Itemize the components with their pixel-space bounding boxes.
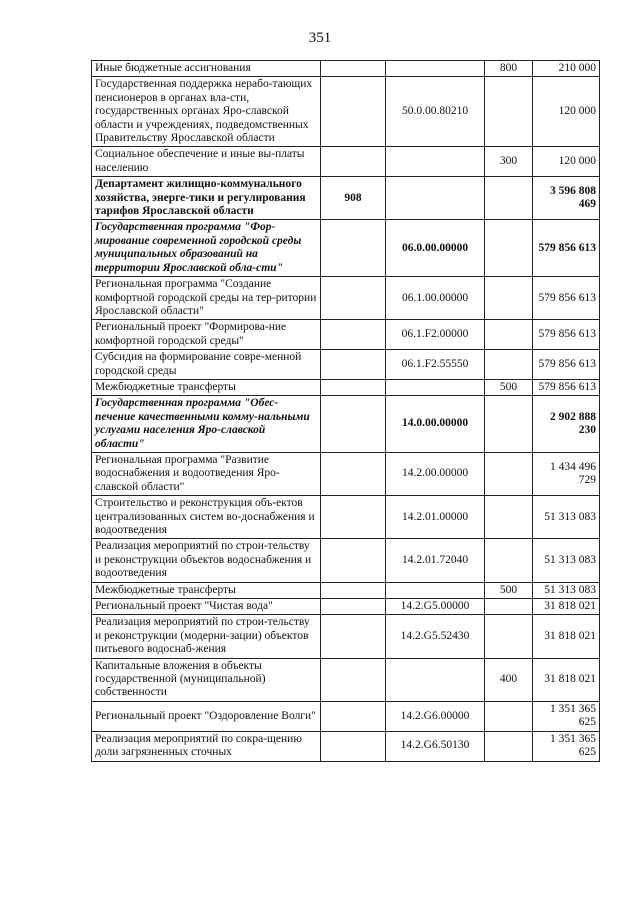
row-expense-type <box>485 731 533 761</box>
row-expense-type <box>485 599 533 615</box>
table-row <box>92 147 600 177</box>
row-code: 14.2.G5.00000 <box>386 599 485 615</box>
row-dept <box>321 701 386 731</box>
row-dept <box>321 277 386 320</box>
row-sum: 120 000 <box>533 147 600 177</box>
row-dept <box>321 77 386 147</box>
table-row <box>92 496 600 539</box>
row-sum: 31 818 021 <box>533 658 600 701</box>
table-row <box>92 615 600 658</box>
row-code: 06.0.00.00000 <box>386 220 485 277</box>
table-row <box>92 731 600 761</box>
table-row <box>92 379 600 395</box>
row-dept <box>321 731 386 761</box>
row-dept <box>321 379 386 395</box>
row-sum: 579 856 613 <box>533 220 600 277</box>
row-expense-type: 400 <box>485 658 533 701</box>
row-sum: 31 818 021 <box>533 615 600 658</box>
row-name: Государственная программа "Обес-печение качественными комму-нальными услугами населения Яро-славской области" <box>92 396 321 453</box>
row-expense-type: 300 <box>485 147 533 177</box>
row-dept <box>321 220 386 277</box>
row-expense-type <box>485 539 533 582</box>
row-sum: 579 856 613 <box>533 320 600 350</box>
page-number: 351 <box>308 30 332 46</box>
row-name: Региональная программа "Развитие водоснабжения и водоотведения Яро-славской области" <box>92 452 321 495</box>
row-code <box>386 379 485 395</box>
row-name: Реализация мероприятий по строи-тельству и реконструкции объектов водоснабжения и водоотведения <box>92 539 321 582</box>
row-name: Региональная программа "Создание комфортной городской среды на тер-ритории Ярославской области" <box>92 277 321 320</box>
row-code <box>386 147 485 177</box>
row-dept <box>321 61 386 77</box>
row-code: 14.0.00.00000 <box>386 396 485 453</box>
row-expense-type <box>485 350 533 380</box>
row-expense-type <box>485 615 533 658</box>
table-row <box>92 582 600 598</box>
row-sum: 51 313 083 <box>533 582 600 598</box>
row-sum: 579 856 613 <box>533 350 600 380</box>
row-expense-type <box>485 701 533 731</box>
row-name: Межбюджетные трансферты <box>92 379 321 395</box>
row-name: Иные бюджетные ассигнования <box>92 61 321 77</box>
row-expense-type: 800 <box>485 61 533 77</box>
row-dept <box>321 147 386 177</box>
row-dept <box>321 350 386 380</box>
row-name: Реализация мероприятий по сокра-щению доли загрязненных сточных <box>92 731 321 761</box>
row-code: 14.2.G5.52430 <box>386 615 485 658</box>
table-row <box>92 452 600 495</box>
row-dept <box>321 396 386 453</box>
row-code: 14.2.G6.00000 <box>386 701 485 731</box>
row-dept <box>321 452 386 495</box>
row-code: 06.1.F2.55550 <box>386 350 485 380</box>
row-name: Государственная поддержка нерабо-тающих пенсионеров в органах вла-сти, государственных органах Яро-славской области и учреждениях, подведомственных Правительству Ярославской области <box>92 77 321 147</box>
table-row <box>92 658 600 701</box>
row-expense-type <box>485 77 533 147</box>
row-sum: 3 596 808 469 <box>533 177 600 220</box>
row-expense-type <box>485 452 533 495</box>
row-sum: 51 313 083 <box>533 539 600 582</box>
row-expense-type <box>485 177 533 220</box>
row-expense-type <box>485 277 533 320</box>
row-code: 50.0.00.80210 <box>386 77 485 147</box>
row-sum: 210 000 <box>533 61 600 77</box>
row-sum: 2 902 888 230 <box>533 396 600 453</box>
row-dept <box>321 599 386 615</box>
row-sum: 1 351 365 625 <box>533 731 600 761</box>
table-row <box>92 701 600 731</box>
row-name: Региональный проект "Чистая вода" <box>92 599 321 615</box>
row-name: Субсидия на формирование совре-менной городской среды <box>92 350 321 380</box>
row-sum: 51 313 083 <box>533 496 600 539</box>
row-name: Капитальные вложения в объекты государственной (муниципальной) собственности <box>92 658 321 701</box>
row-expense-type: 500 <box>485 379 533 395</box>
row-code: 06.1.F2.00000 <box>386 320 485 350</box>
table-row <box>92 539 600 582</box>
row-code: 14.2.01.72040 <box>386 539 485 582</box>
row-code <box>386 177 485 220</box>
row-expense-type <box>485 320 533 350</box>
row-name: Строительство и реконструкция объ-ектов централизованных систем во-доснабжения и водоотведения <box>92 496 321 539</box>
table-row <box>92 77 600 147</box>
row-dept <box>321 320 386 350</box>
row-dept <box>321 615 386 658</box>
row-code: 14.2.G6.50130 <box>386 731 485 761</box>
row-expense-type <box>485 496 533 539</box>
row-dept <box>321 658 386 701</box>
row-sum: 579 856 613 <box>533 379 600 395</box>
budget-table-body <box>92 61 600 762</box>
row-name: Департамент жилищно-коммунального хозяйства, энерге-тики и регулирования тарифов Ярославской области <box>92 177 321 220</box>
row-code: 14.2.00.00000 <box>386 452 485 495</box>
row-name: Региональный проект "Формирова-ние комфортной городской среды" <box>92 320 321 350</box>
table-row <box>92 61 600 77</box>
row-name: Межбюджетные трансферты <box>92 582 321 598</box>
row-sum: 579 856 613 <box>533 277 600 320</box>
row-code: 06.1.00.00000 <box>386 277 485 320</box>
row-code <box>386 582 485 598</box>
row-dept: 908 <box>321 177 386 220</box>
row-dept <box>321 496 386 539</box>
row-sum: 31 818 021 <box>533 599 600 615</box>
row-sum: 120 000 <box>533 77 600 147</box>
table-row <box>92 177 600 220</box>
row-name: Социальное обеспечение и иные вы-платы населению <box>92 147 321 177</box>
row-code <box>386 658 485 701</box>
row-dept <box>321 539 386 582</box>
row-code: 14.2.01.00000 <box>386 496 485 539</box>
row-sum: 1 434 496 729 <box>533 452 600 495</box>
table-row <box>92 396 600 453</box>
table-row <box>92 350 600 380</box>
row-name: Региональный проект "Оздоровление Волги" <box>92 701 321 731</box>
row-code <box>386 61 485 77</box>
row-expense-type <box>485 396 533 453</box>
table-row <box>92 277 600 320</box>
row-name: Государственная программа "Фор-мирование современной городской среды муниципальных образований на территории Ярославской обла-сти" <box>92 220 321 277</box>
row-sum: 1 351 365 625 <box>533 701 600 731</box>
table-row <box>92 599 600 615</box>
budget-table <box>91 60 600 762</box>
row-expense-type: 500 <box>485 582 533 598</box>
table-row <box>92 320 600 350</box>
row-name: Реализация мероприятий по строи-тельству и реконструкции (модерни-зации) объектов питьевого водоснаб-жения <box>92 615 321 658</box>
table-row <box>92 220 600 277</box>
row-expense-type <box>485 220 533 277</box>
row-dept <box>321 582 386 598</box>
